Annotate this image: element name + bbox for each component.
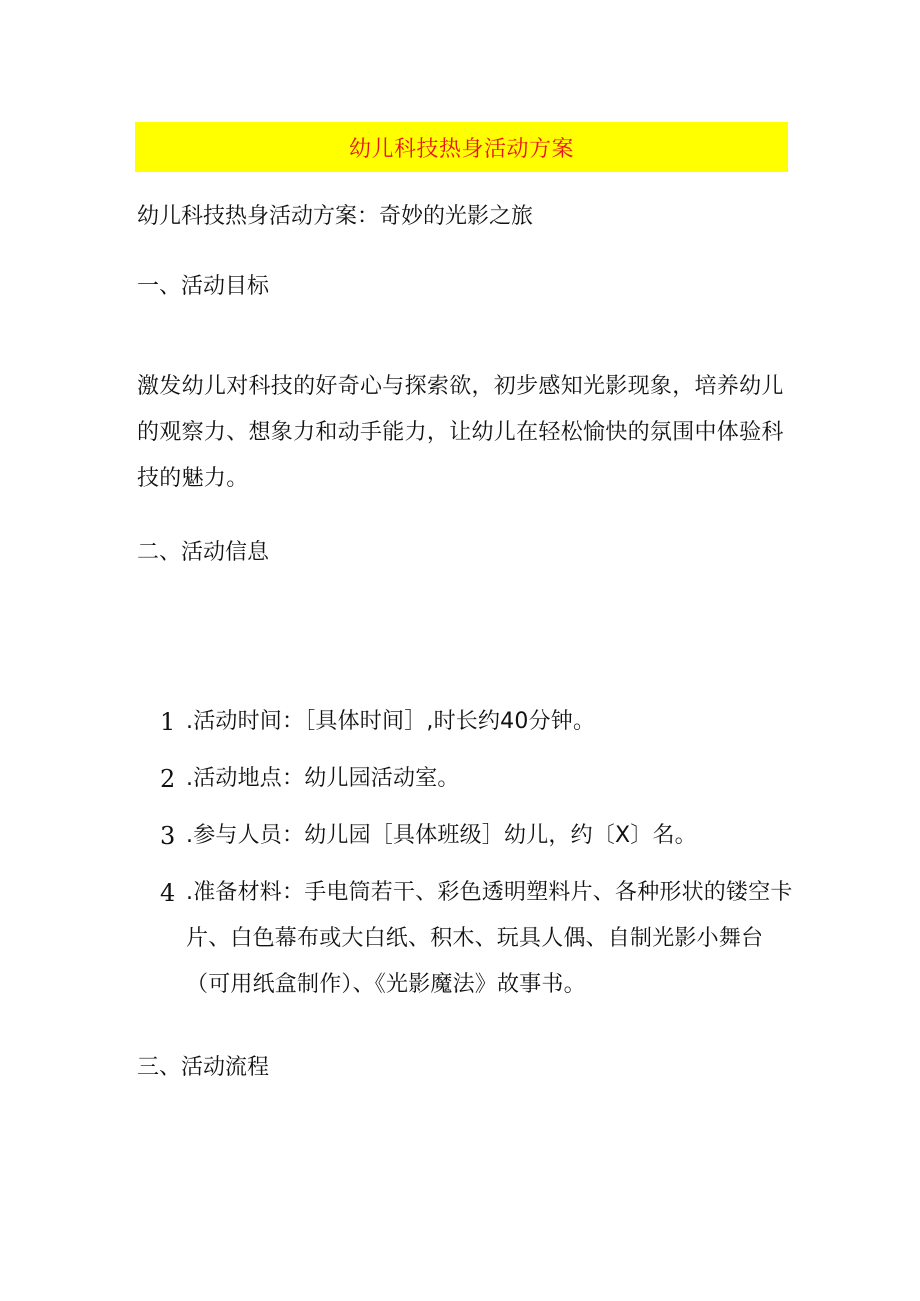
document-title: 幼儿科技热身活动方案 [348, 136, 574, 162]
list-item [160, 870, 800, 1008]
section-body-goals: 激发幼儿对科技的好奇心与探索欲，初步感知光影现象，培养幼儿的观察力、想象力和动手能力，让幼儿在轻松愉快的氛围中体验科技的魅力。 [137, 374, 784, 491]
section-heading-info: 二、活动信息 [137, 540, 270, 565]
section-heading-goals: 一、活动目标 [137, 274, 270, 299]
list-item-text: .参与人员：幼儿园［具体班级］幼儿，约〔X〕名。 [186, 823, 697, 848]
list-item-number: 3 [160, 822, 176, 850]
list-item-number: 1 [160, 708, 176, 736]
list-item [160, 756, 800, 802]
list-item [160, 699, 800, 745]
list-item-text: .活动地点：幼儿园活动室。 [186, 766, 460, 791]
title-banner [135, 122, 788, 172]
document-subtitle: 幼儿科技热身活动方案：奇妙的光影之旅 [137, 204, 534, 229]
list-item [160, 813, 800, 859]
list-item-text: .活动时间：［具体时间］,时长约40分钟。 [186, 709, 596, 734]
list-item-number: 4 [160, 879, 176, 907]
section-heading-process: 三、活动流程 [137, 1055, 270, 1080]
list-item-text: .准备材料：手电筒若干、彩色透明塑料片、各种形状的镂空卡片、白色幕布或大白纸、积木、玩具人偶、自制光影小舞台（可用纸盒制作）、《光影魔法》故事书。 [186, 880, 793, 997]
list-item-number: 2 [160, 765, 176, 793]
